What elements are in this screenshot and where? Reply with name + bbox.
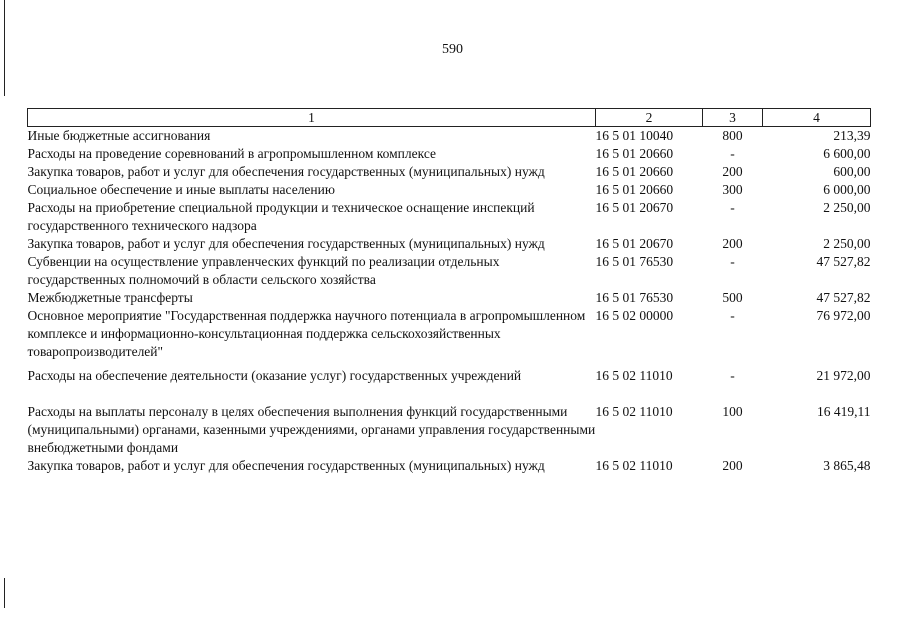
row-sum: 2 250,00 [823,236,871,251]
row-name: Закупка товаров, работ и услуг для обеспечения государственных (муниципальных) нужд [27,236,545,251]
row-sum: 3 865,48 [823,458,871,473]
row-expense-type: 200 [722,164,743,179]
row-name: Расходы на выплаты персоналу в целях обеспечения выполнения функций государственными (муниципальными) органами, казенными учреждениями, органами управления государственными внебюджетными фондами [27,404,596,455]
row-expense-type: - [730,368,735,383]
page-number: 590 [442,42,463,57]
row-expense-type: - [730,146,735,161]
row-code: 16 5 01 20670 [595,236,674,251]
row-sum: 47 527,82 [816,254,871,269]
column-header: 2 [596,109,703,127]
row-name: Иные бюджетные ассигнования [27,128,211,143]
row-expense-type: 300 [722,182,743,197]
row-sum: 6 000,00 [823,182,871,197]
table-header-row [28,109,871,127]
row-code: 16 5 02 11010 [595,404,673,419]
row-name: Закупка товаров, работ и услуг для обеспечения государственных (муниципальных) нужд [27,458,545,473]
table-row [28,145,871,163]
row-expense-type: - [730,254,735,269]
table-row [28,253,871,289]
table-row [28,127,871,146]
row-expense-type: 100 [722,404,743,419]
table-row [28,199,871,235]
budget-table [27,108,871,475]
row-name: Закупка товаров, работ и услуг для обеспечения государственных (муниципальных) нужд [27,164,545,179]
row-sum: 16 419,11 [817,404,871,419]
row-code: 16 5 01 10040 [595,128,674,143]
row-code: 16 5 02 00000 [595,308,674,323]
table-row [28,181,871,199]
row-name: Расходы на проведение соревнований в агропромышленном комплексе [27,146,436,161]
row-sum: 76 972,00 [816,308,871,323]
row-code: 16 5 02 11010 [595,368,673,383]
column-header: 3 [703,109,763,127]
row-expense-type: - [730,308,735,323]
row-code: 16 5 01 20670 [595,200,674,215]
table-row [28,235,871,253]
row-expense-type: 200 [722,236,743,251]
table-row [28,307,871,367]
row-code: 16 5 01 76530 [595,290,674,305]
page-edge-mark [4,578,5,608]
row-name: Межбюджетные трансферты [27,290,193,305]
row-sum: 600,00 [833,164,871,179]
row-name: Субвенции на осуществление управленческих функций по реализации отдельных государственных полномочий в области сельского хозяйства [27,254,500,287]
row-code: 16 5 01 20660 [595,146,674,161]
row-code: 16 5 01 20660 [595,182,674,197]
row-expense-type: 800 [722,128,743,143]
table-row [28,457,871,475]
table-row [28,289,871,307]
table-row [28,367,871,403]
row-sum: 6 600,00 [823,146,871,161]
row-code: 16 5 01 76530 [595,254,674,269]
row-sum: 213,39 [833,128,871,143]
row-expense-type: 200 [722,458,743,473]
row-expense-type: - [730,200,735,215]
row-name: Расходы на приобретение специальной продукции и техническое оснащение инспекций государственного технического надзора [27,200,535,233]
row-code: 16 5 02 11010 [595,458,673,473]
table-row [28,403,871,457]
row-name: Социальное обеспечение и иные выплаты населению [27,182,335,197]
row-code: 16 5 01 20660 [595,164,674,179]
row-name: Основное мероприятие "Государственная поддержка научного потенциала в агропромышленном комплексе и информационно-консультационная поддержка сельскохозяйственных товаропроизводителей" [27,308,586,359]
row-sum: 2 250,00 [823,200,871,215]
row-name: Расходы на обеспечение деятельности (оказание услуг) государственных учреждений [27,368,522,383]
table-row [28,163,871,181]
row-sum: 47 527,82 [816,290,871,305]
row-sum: 21 972,00 [816,368,871,383]
column-header: 1 [28,109,596,127]
row-expense-type: 500 [722,290,743,305]
column-header: 4 [763,109,871,127]
